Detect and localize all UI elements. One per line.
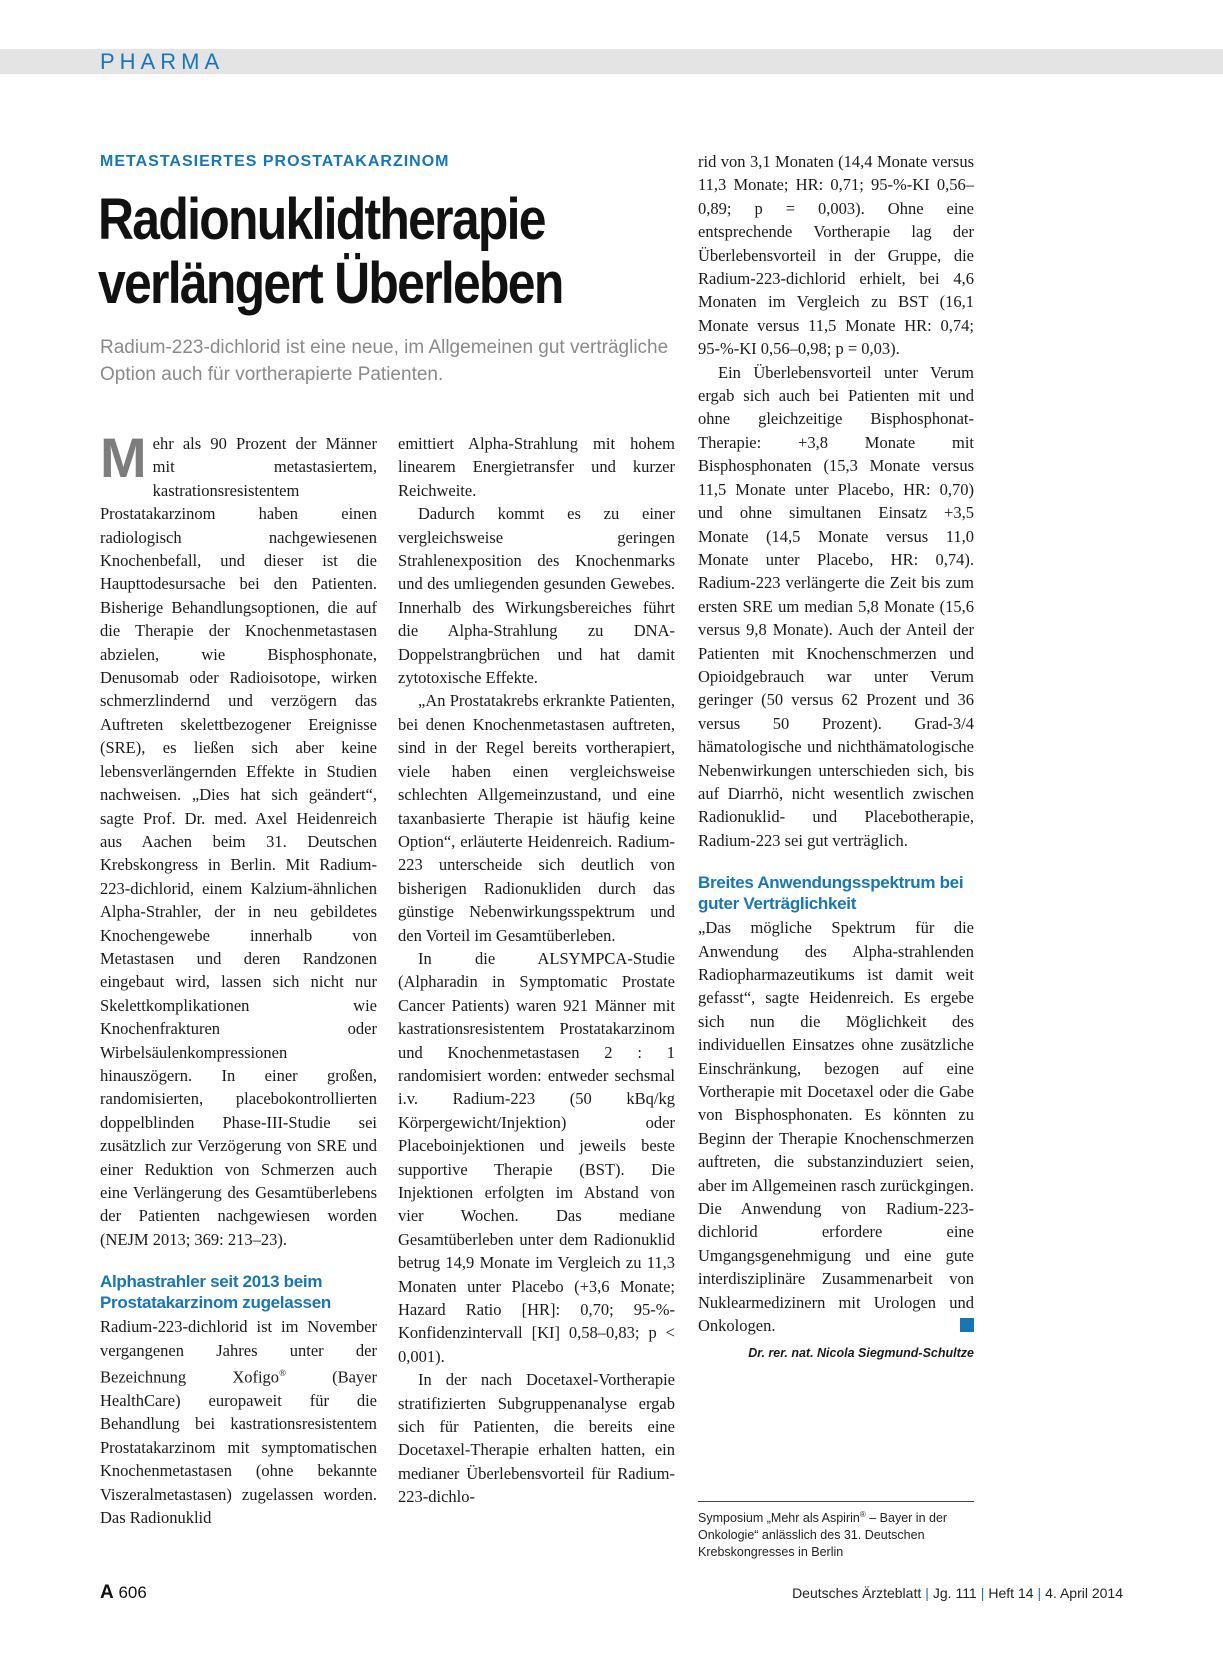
column-2 <box>398 432 675 1509</box>
paragraph: emittiert Alpha-Strahlung mit hohem linearem Energietransfer und kurzer Reichweite. <box>398 434 675 500</box>
journal-name: Deutsches Ärzteblatt <box>792 1585 922 1601</box>
registered-mark: ® <box>279 1368 286 1379</box>
article-subtitle: Radium-223-dichlorid ist eine neue, im Allgemeinen gut verträgliche Option auch für vortherapierte Patienten. <box>100 337 669 385</box>
volume: Jg. 111 <box>932 1585 977 1601</box>
journal-info <box>792 1585 1123 1601</box>
separator: | <box>980 1585 985 1601</box>
paragraph-text: „Das mögliche Spektrum für die Anwendung des Alpha-strahlenden Radiopharmazeutikums ist damit weit gefasst“, sagte Heidenreich. Es ergebe sich nun die Möglichkeit des individuellen Einsatzes ohne zusätzliche Einschränkung, bezogen auf eine Vortherapie mit Docetaxel oder die Gabe von Bisphosphonaten. Es könnten zu Beginn der Therapie Knochenschmerzen auftreten, die substanzinduziert seien, aber im Allgemeinen rasch zurückgingen. Die Anwendung von Radium-223-dichlorid erfordere eine Umgangsgenehmigung und eine gute interdisziplinäre Zusammenarbeit von Nuklearmedizinern mit Urologen und Onkologen. <box>698 918 974 1336</box>
paragraph: Dadurch kommt es zu einer vergleichsweise geringen Strahlenexposition des Knochenmarks und des umliegenden gesunden Gewebes. Innerhalb des Wirkungsbereiches führt die Alpha-Strahlung zu DNA-Doppelstrangbrüchen und hat damit zytotoxische Effekte. <box>398 504 675 688</box>
separator: | <box>925 1585 929 1601</box>
footnote-text: Symposium „Mehr als Aspirin <box>698 1511 860 1526</box>
footnote-text: – Bayer in der Onkologie“ anlässlich des 31. Deutschen Krebskongresses in Berlin <box>698 1511 948 1560</box>
paragraph <box>100 1315 377 1529</box>
paragraph-text: (Bayer HealthCare) europaweit für die Behandlung bei kastrationsresistentem Prostatakarzinom mit symptomatischen Knochenmetastasen (ohne bekannte Viszeralmetastasen) zugelassen worden. Das Radionuklid <box>100 1367 377 1527</box>
page-prefix: A <box>100 1582 114 1603</box>
footnote <box>698 1506 974 1561</box>
article-headline <box>98 188 580 316</box>
footnote-divider <box>698 1501 974 1502</box>
paragraph: rid von 3,1 Monaten (14,4 Monate versus 11,3 Monate; HR: 0,71; 95-%-KI 0,56–0,89; p = 0,003). Ohne eine entsprechende Vortherapie lag der Überlebensvorteil in der Gruppe, die Radium-223-dichlorid erhielt, bei 4,6 Monaten im Vergleich zu BST (16,1 Monate versus 11,5 Monate HR: 0,74; 95-%-KI 0,56–0,98; p = 0,03). <box>698 152 974 359</box>
paragraph: In die ALSYMPCA-Studie (Alpharadin in Symptomatic Prostate Cancer Patients) waren 921 Männer mit kastrationsresistentem Prostatakarzinom und Knochenmetastasen 2 : 1 randomisiert worden: entweder sechsmal i.v. Radium-223 (50 kBq/kg Körpergewicht/Injektion) oder Placeboinjektionen und jeweils beste supportive Therapie (BST). Die Injektionen erfolgten im Abstand von vier Wochen. Das mediane Gesamtüberleben unter dem Radionuklid betrug 14,9 Monate im Vergleich zu 11,3 Monaten unter Placebo (+3,6 Monate; Hazard Ratio [HR]: 0,70; 95-%-Konfidenzintervall [KI] 0,58–0,83; p < 0,001). <box>398 948 675 1366</box>
paragraph <box>698 916 974 1337</box>
paragraph: „An Prostatakrebs erkrankte Patienten, bei denen Knochenmetastasen auftreten, sind in der Regel bereits vortherapiert, viele haben einen vergleichsweise schlechten Allgemeinzustand, und eine taxanbasierte Therapie ist häufig keine Option“, erläuterte Heidenreich. Radium-223 unterscheide sich deutlich von bisherigen Radionukliden durch das günstige Nebenwirkungsspektrum und den Vorteil im Gesamtüberleben. <box>398 691 675 945</box>
author-byline: Dr. rer. nat. Nicola Siegmund-Schultze <box>748 1345 974 1360</box>
drop-cap: M <box>100 426 147 489</box>
page-number <box>100 1582 147 1604</box>
section-label: PHARMA <box>100 49 225 74</box>
paragraph: Ein Überlebensvorteil unter Verum ergab sich auch bei Patienten mit und ohne gleichzeitige Bisphosphonat-Therapie: +3,8 Monate mit Bisphosphonaten (15,3 Monate versus 11,5 Monate unter Placebo, HR: 0,70) und ohne simultanen Einsatz +3,5 Monate (14,5 Monate versus 11,0 Monate unter Placebo, HR: 0,74). Radium-223 verlängerte die Zeit bis zum ersten SRE um median 5,8 Monate (15,6 versus 9,8 Monate). Auch der Anteil der Patienten mit Knochenschmerzen und Opioidgebrauch war unter Verum geringer (50 versus 62 Prozent und 36 versus 50 Prozent). Grad-3/4 hämatologische und nichthämatologische Nebenwirkungen unterschieden sich, bis auf Diarrhö, nicht wesentlich zwischen Radionuklid- und Placebotherapie, Radium-223 sei gut verträglich. <box>698 362 974 850</box>
registered-mark: ® <box>859 1510 866 1519</box>
column-1 <box>100 426 377 1529</box>
subheading: Alphastrahler seit 2013 beim Prostatakarzinom zugelassen <box>100 1272 331 1313</box>
issue-date: 4. April 2014 <box>1045 1585 1123 1601</box>
headline-line-2: verlängert Überleben <box>98 251 563 316</box>
article-kicker: METASTASIERTES PROSTATAKARZINOM <box>100 153 450 170</box>
page-number-value: 606 <box>118 1583 147 1602</box>
paragraph: In der nach Docetaxel-Vortherapie stratifizierten Subgruppenanalyse ergab sich für Patienten, die bereits eine Docetaxel-Therapie erhalten hatten, ein medianer Überlebensvorteil für Radium-223-dichlo- <box>398 1370 675 1507</box>
separator: | <box>1037 1585 1042 1601</box>
headline-line-1: Radionuklidtherapie <box>98 187 545 252</box>
paragraph-text: Radium-223-dichlorid ist im November vergangenen Jahres unter der Bezeichnung Xofigo <box>100 1317 377 1387</box>
paragraph <box>100 426 377 1251</box>
issue: Heft 14 <box>988 1585 1034 1601</box>
subheading: Breites Anwendungsspektrum bei guter Verträglichkeit <box>698 873 964 914</box>
column-3 <box>698 150 974 1365</box>
end-mark-icon <box>960 1318 974 1332</box>
paragraph-text: ehr als 90 Prozent der Männer mit metastasiertem, kastrationsresistentem Prostatakarzinom haben einen radiologisch nachgewiesenen Knochenbefall, und dieser ist die Haupttodesursache bei den Patienten. Bisherige Behandlungsoptionen, die auf die Therapie der Knochenmetastasen abzielen, wie Bisphosphonate, Denusomab oder Radioisotope, wirken schmerzlindernd und verzögern das Auftreten skelettbezogener Ereignisse (SRE), es ließen sich aber keine lebensverlängernden Effekte in Studien nachweisen. „Dies hat sich geändert“, sagte Prof. Dr. med. Axel Heidenreich aus Aachen beim 31. Deutschen Krebskongress in Berlin. Mit Radium-223-dichlorid, einem Kalzium-ähnlichen Alpha-Strahler, der in neu gebildetes Knochengewebe innerhalb von Metastasen und deren Randzonen eingebaut wird, lassen sich nicht nur Skelettkomplikationen wie Knochenfrakturen oder Wirbelsäulenkompressionen hinauszögern. In einer großen, randomisierten, placebokontrollierten doppelblinden Phase-III-Studie sei zusätzlich zur Verzögerung von SRE und einer Reduktion von Schmerzen auch eine Verlängerung des Gesamtüberlebens der Patienten nachgewiesen worden (NEJM 2013; 369: 213–23). <box>100 434 377 1249</box>
